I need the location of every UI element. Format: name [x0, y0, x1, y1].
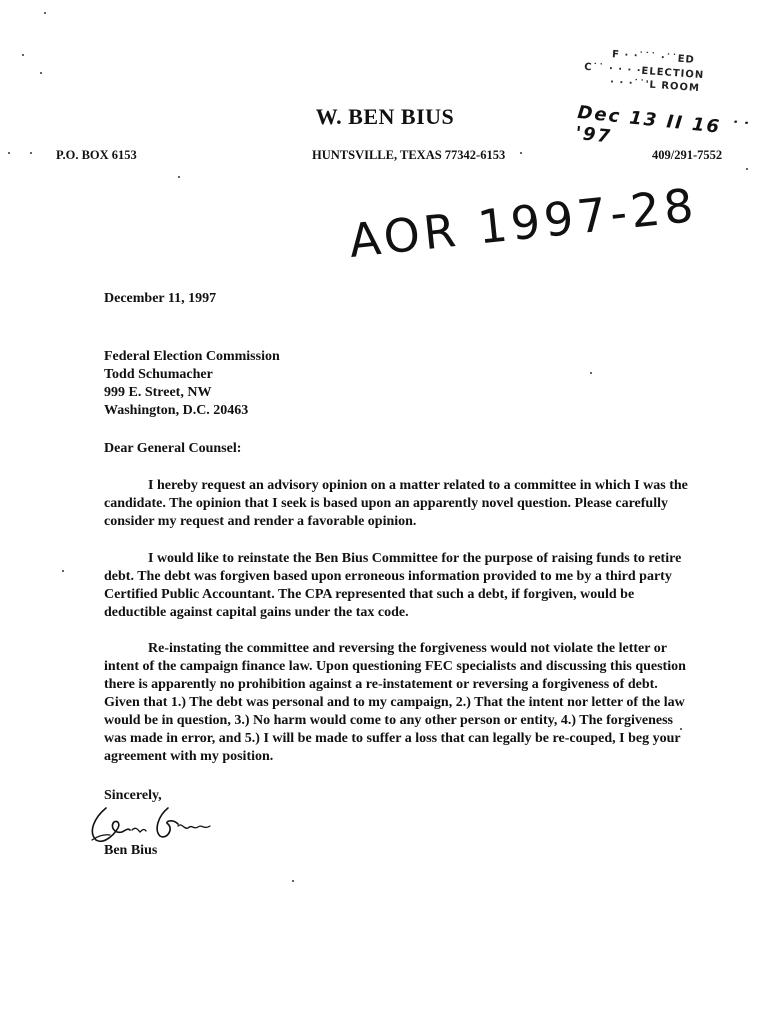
scan-speck: [8, 152, 10, 154]
paragraph-line: there is apparently no prohibition against a re-instatement or reversing a forgiveness of debt.: [104, 677, 658, 692]
paragraph-line: candidate. The opinion that I seek is based upon an apparently novel question. Please carefully: [104, 496, 668, 511]
scan-speck: [62, 570, 64, 572]
paragraph-line: debt. The debt was forgiven based upon erroneous information provided to me by a third party: [104, 569, 672, 584]
scan-speck: [590, 372, 592, 374]
paragraph-line: intent of the campaign finance law. Upon questioning FEC specialists and discussing this question: [104, 659, 686, 674]
paragraph-1: [104, 477, 704, 531]
received-stamp-line3: · · ·˙˙'L ROOM: [609, 76, 701, 95]
scan-speck: [520, 152, 522, 154]
paragraph-line: Certified Public Accountant. The CPA represented that such a debt, if forgiven, would be: [104, 587, 635, 602]
scan-speck: [44, 12, 46, 14]
recipient-address: [104, 348, 280, 420]
scan-speck: [178, 176, 180, 178]
scan-speck: [22, 54, 24, 56]
letterhead-city: HUNTSVILLE, TEXAS 77342-6153: [312, 148, 506, 162]
handwritten-aor-number: AOR 1997-28: [346, 177, 700, 268]
recipient-line: 999 E. Street, NW: [104, 385, 212, 400]
paragraph-line: agreement with my position.: [104, 749, 274, 764]
recipient-line: Todd Schumacher: [104, 367, 213, 382]
signer-name: Ben Bius: [104, 843, 158, 858]
recipient-line: Federal Election Commission: [104, 349, 280, 364]
paragraph-line: deductible against capital gains under the tax code.: [104, 605, 409, 620]
paragraph-line: Re-instating the committee and reversing the forgiveness would not violate the letter or: [148, 641, 667, 656]
paragraph-2: [104, 550, 704, 622]
paragraph-line: consider my request and render a favorable opinion.: [104, 514, 417, 529]
closing: Sincerely,: [104, 788, 162, 803]
letter-date: December 11, 1997: [104, 291, 217, 306]
scan-speck: [40, 72, 42, 74]
scan-speck: [746, 168, 748, 170]
paragraph-3: [104, 640, 704, 766]
received-stamp-date: Dec 13 II 16 ˙˙ '97: [574, 101, 753, 148]
scan-speck: [680, 728, 682, 730]
paragraph-line: was made in error, and 5.) I will be made to suffer a loss that can legally be re-couped, I beg your: [104, 731, 681, 746]
salutation: Dear General Counsel:: [104, 441, 242, 456]
letterhead-name: W. BEN BIUS: [315, 104, 455, 129]
scan-speck: [292, 880, 294, 882]
letterhead-po-box: P.O. BOX 6153: [56, 148, 137, 162]
paragraph-line: would be in question, 3.) No harm would come to any other person or entity, 4.) The forgiveness: [104, 713, 673, 728]
received-stamp-line1: F · ·˙˙˙ ·˙˙ED: [611, 49, 696, 66]
paragraph-line: Given that 1.) The debt was personal and to my campaign, 2.) That the intent nor letter of the law: [104, 695, 685, 710]
scan-speck: [30, 152, 32, 154]
paragraph-line: I would like to reinstate the Ben Bius Committee for the purpose of raising funds to retire: [148, 551, 682, 566]
letterhead-phone: 409/291-7552: [652, 148, 723, 162]
received-stamp-line2: C˙˙ · · · ·ELECTION: [583, 61, 705, 82]
paragraph-line: I hereby request an advisory opinion on a matter related to a committee in which I was the: [148, 478, 688, 493]
recipient-line: Washington, D.C. 20463: [104, 403, 249, 418]
